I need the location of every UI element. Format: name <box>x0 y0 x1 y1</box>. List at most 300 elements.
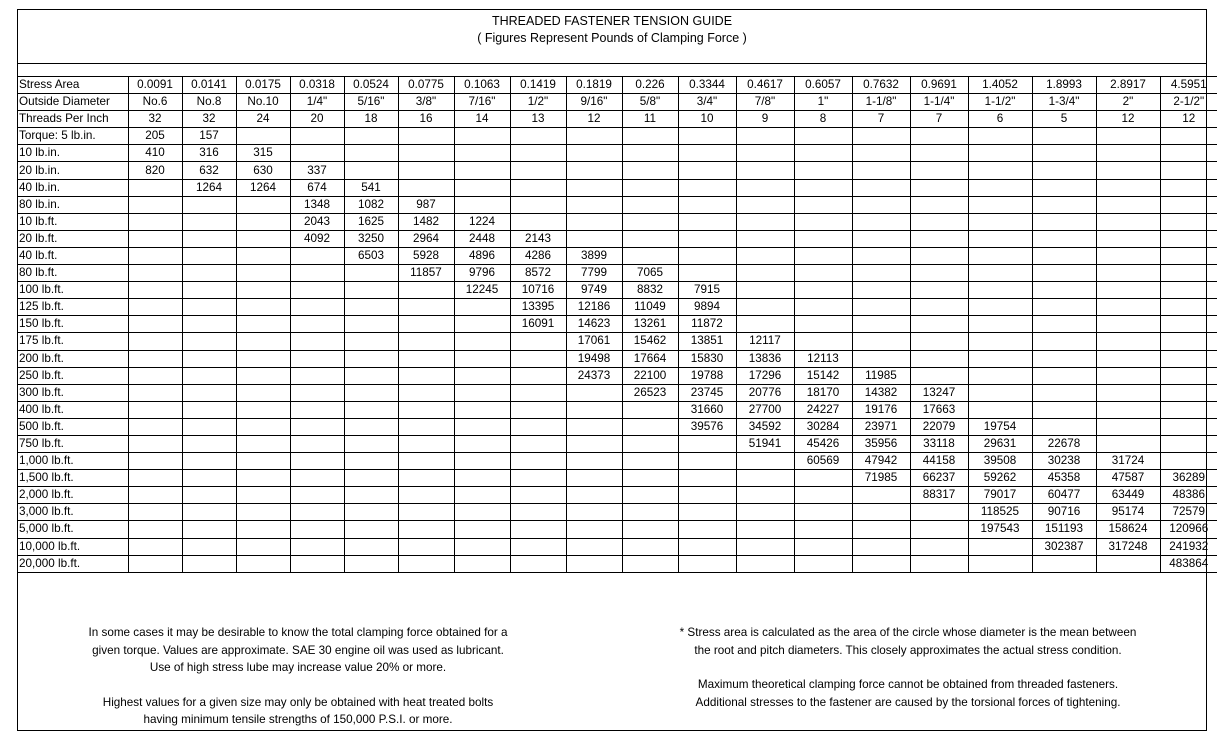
table-cell: 483864 <box>1160 555 1217 572</box>
table-cell <box>398 145 454 162</box>
table-cell <box>290 145 344 162</box>
table-cell: 317248 <box>1096 538 1160 555</box>
table-cell <box>1160 384 1217 401</box>
row-label: 400 lb.ft. <box>18 401 128 418</box>
table-cell: 3/8" <box>398 94 454 111</box>
table-cell <box>566 213 622 230</box>
table-cell <box>1032 128 1096 145</box>
notes-right-column <box>648 624 1168 728</box>
table-cell <box>622 213 678 230</box>
table-cell <box>454 384 510 401</box>
table-cell <box>968 555 1032 572</box>
table-cell: 6 <box>968 111 1032 128</box>
table-cell <box>344 401 398 418</box>
table-cell <box>182 213 236 230</box>
table-cell <box>794 299 852 316</box>
table-cell <box>290 504 344 521</box>
table-cell <box>1032 299 1096 316</box>
table-cell: 27700 <box>736 401 794 418</box>
table-cell: 7065 <box>622 265 678 282</box>
table-cell: 4.5951 <box>1160 77 1217 94</box>
table-cell <box>566 384 622 401</box>
table-cell <box>566 162 622 179</box>
table-cell: 1/2" <box>510 94 566 111</box>
table-cell <box>852 282 910 299</box>
table-cell: 632 <box>182 162 236 179</box>
table-cell <box>852 299 910 316</box>
table-cell: 9894 <box>678 299 736 316</box>
table-cell <box>910 350 968 367</box>
table-cell: 987 <box>398 196 454 213</box>
table-cell <box>128 247 182 264</box>
torque-row <box>18 521 1217 538</box>
table-cell <box>736 282 794 299</box>
table-cell <box>622 555 678 572</box>
table-cell: 14 <box>454 111 510 128</box>
table-cell: 30284 <box>794 418 852 435</box>
table-cell <box>236 333 290 350</box>
table-cell <box>510 504 566 521</box>
table-cell: 48386 <box>1160 487 1217 504</box>
table-cell <box>510 350 566 367</box>
table-cell <box>794 470 852 487</box>
torque-row <box>18 247 1217 264</box>
table-cell: 32 <box>128 111 182 128</box>
table-cell <box>910 213 968 230</box>
table-cell: 31724 <box>1096 453 1160 470</box>
table-cell <box>622 128 678 145</box>
table-cell: 1625 <box>344 213 398 230</box>
table-cell <box>678 470 736 487</box>
table-cell <box>566 521 622 538</box>
table-cell <box>454 538 510 555</box>
table-cell <box>182 435 236 452</box>
table-cell <box>182 555 236 572</box>
table-cell: 4092 <box>290 230 344 247</box>
table-cell <box>1160 247 1217 264</box>
table-cell: 45358 <box>1032 470 1096 487</box>
table-cell <box>290 453 344 470</box>
table-cell <box>290 418 344 435</box>
table-cell <box>1096 299 1160 316</box>
notes-left-column <box>38 624 558 746</box>
table-cell <box>622 418 678 435</box>
row-label: 20,000 lb.ft. <box>18 555 128 572</box>
table-cell: 24227 <box>794 401 852 418</box>
table-cell: 0.4617 <box>736 77 794 94</box>
table-cell <box>182 316 236 333</box>
table-cell <box>398 521 454 538</box>
row-label: Torque: 5 lb.in. <box>18 128 128 145</box>
table-cell <box>852 538 910 555</box>
row-label: 200 lb.ft. <box>18 350 128 367</box>
table-cell <box>236 418 290 435</box>
table-cell <box>510 521 566 538</box>
table-cell <box>678 453 736 470</box>
table-cell <box>182 487 236 504</box>
table-cell <box>398 470 454 487</box>
table-cell: 4286 <box>510 247 566 264</box>
table-cell: 1-1/8" <box>852 94 910 111</box>
table-cell: 71985 <box>852 470 910 487</box>
table-cell <box>398 179 454 196</box>
table-cell <box>236 401 290 418</box>
table-cell: No.8 <box>182 94 236 111</box>
note-line: In some cases it may be desirable to know the total clamping force obtained for a <box>88 626 508 639</box>
table-cell: 1.8993 <box>1032 77 1096 94</box>
table-cell <box>1160 213 1217 230</box>
torque-row <box>18 470 1217 487</box>
table-cell <box>236 128 290 145</box>
table-cell <box>510 401 566 418</box>
table-cell <box>454 350 510 367</box>
table-cell <box>794 538 852 555</box>
table-cell: 3899 <box>566 247 622 264</box>
table-cell <box>852 265 910 282</box>
table-cell <box>236 247 290 264</box>
table-cell <box>182 282 236 299</box>
table-cell <box>1032 418 1096 435</box>
table-cell <box>794 265 852 282</box>
table-cell <box>1160 435 1217 452</box>
table-cell <box>852 162 910 179</box>
table-cell <box>910 333 968 350</box>
table-cell: 0.1063 <box>454 77 510 94</box>
table-cell: 47942 <box>852 453 910 470</box>
table-cell: 16091 <box>510 316 566 333</box>
table-cell <box>398 367 454 384</box>
table-cell <box>852 504 910 521</box>
torque-row <box>18 384 1217 401</box>
table-cell <box>454 555 510 572</box>
table-cell <box>1160 162 1217 179</box>
table-cell <box>236 470 290 487</box>
table-cell <box>910 538 968 555</box>
table-cell <box>1096 384 1160 401</box>
table-cell <box>290 401 344 418</box>
table-cell <box>1032 162 1096 179</box>
table-cell: 9 <box>736 111 794 128</box>
table-cell <box>344 282 398 299</box>
table-cell <box>454 367 510 384</box>
table-cell: 15142 <box>794 367 852 384</box>
table-cell <box>736 504 794 521</box>
table-cell <box>128 350 182 367</box>
table-cell: 9796 <box>454 265 510 282</box>
table-cell: 7 <box>852 111 910 128</box>
torque-row <box>18 265 1217 282</box>
table-cell <box>736 213 794 230</box>
table-cell <box>794 487 852 504</box>
table-cell: 36289 <box>1160 470 1217 487</box>
table-cell <box>1032 196 1096 213</box>
row-label: Threads Per Inch <box>18 111 128 128</box>
table-cell <box>736 265 794 282</box>
table-cell: 2.8917 <box>1096 77 1160 94</box>
table-cell <box>128 196 182 213</box>
row-label: Stress Area <box>18 77 128 94</box>
table-cell <box>290 470 344 487</box>
table-cell <box>290 487 344 504</box>
table-cell <box>398 487 454 504</box>
table-cell: 197543 <box>968 521 1032 538</box>
table-cell <box>910 145 968 162</box>
table-cell <box>968 179 1032 196</box>
note-line: Maximum theoretical clamping force cannot be obtained from threaded fasteners. <box>697 678 1119 691</box>
table-cell <box>736 145 794 162</box>
table-cell <box>182 299 236 316</box>
table-cell <box>736 555 794 572</box>
table-cell <box>566 128 622 145</box>
table-cell <box>236 487 290 504</box>
note-line: having minimum tensile strengths of 150,000 P.S.I. or more. <box>143 713 453 726</box>
table-cell: 9749 <box>566 282 622 299</box>
table-cell <box>290 299 344 316</box>
table-cell <box>1160 230 1217 247</box>
torque-row <box>18 350 1217 367</box>
table-cell: 630 <box>236 162 290 179</box>
table-cell <box>398 401 454 418</box>
table-cell: 12113 <box>794 350 852 367</box>
table-cell <box>1160 265 1217 282</box>
table-cell <box>1032 213 1096 230</box>
table-cell <box>510 179 566 196</box>
table-cell <box>794 145 852 162</box>
table-cell <box>454 487 510 504</box>
table-cell: 60477 <box>1032 487 1096 504</box>
table-cell <box>794 179 852 196</box>
row-label: 10,000 lb.ft. <box>18 538 128 555</box>
table-cell <box>236 367 290 384</box>
table-cell: 17296 <box>736 367 794 384</box>
table-cell <box>344 538 398 555</box>
table-cell <box>678 265 736 282</box>
table-cell <box>566 196 622 213</box>
table-cell: 22079 <box>910 418 968 435</box>
table-cell: 3/4" <box>678 94 736 111</box>
table-cell <box>510 367 566 384</box>
table-cell <box>128 316 182 333</box>
table-cell <box>290 333 344 350</box>
table-cell <box>910 196 968 213</box>
table-cell <box>236 316 290 333</box>
table-cell <box>454 470 510 487</box>
table-cell <box>344 504 398 521</box>
table-cell: 7 <box>910 111 968 128</box>
table-cell: 6503 <box>344 247 398 264</box>
table-cell <box>910 316 968 333</box>
table-cell <box>566 470 622 487</box>
table-cell <box>622 179 678 196</box>
table-cell <box>1032 145 1096 162</box>
table-cell <box>622 453 678 470</box>
table-cell <box>236 521 290 538</box>
table-cell <box>1032 401 1096 418</box>
torque-row <box>18 213 1217 230</box>
table-cell: 118525 <box>968 504 1032 521</box>
table-cell <box>182 504 236 521</box>
table-cell: 0.0318 <box>290 77 344 94</box>
table-cell <box>344 333 398 350</box>
table-cell <box>398 299 454 316</box>
table-cell: 7/16" <box>454 94 510 111</box>
table-cell: 315 <box>236 145 290 162</box>
row-label: 2,000 lb.ft. <box>18 487 128 504</box>
table-cell <box>128 435 182 452</box>
table-cell <box>236 453 290 470</box>
table-cell <box>128 299 182 316</box>
note-line: the root and pitch diameters. This closely approximates the actual stress condition. <box>694 643 1122 657</box>
table-cell <box>968 196 1032 213</box>
table-cell <box>566 418 622 435</box>
torque-row <box>18 504 1217 521</box>
table-cell <box>968 316 1032 333</box>
table-cell <box>236 555 290 572</box>
table-cell: 8572 <box>510 265 566 282</box>
table-cell <box>290 367 344 384</box>
table-cell: 0.226 <box>622 77 678 94</box>
table-cell: 8832 <box>622 282 678 299</box>
table-cell <box>290 316 344 333</box>
table-cell <box>1096 179 1160 196</box>
table-cell <box>510 555 566 572</box>
table-cell <box>736 487 794 504</box>
table-cell: 19176 <box>852 401 910 418</box>
table-cell: 1-1/4" <box>910 94 968 111</box>
table-cell: 20776 <box>736 384 794 401</box>
table-cell <box>794 230 852 247</box>
torque-row <box>18 316 1217 333</box>
table-cell: 12117 <box>736 333 794 350</box>
table-cell <box>344 384 398 401</box>
table-cell <box>910 282 968 299</box>
table-cell: 0.0141 <box>182 77 236 94</box>
table-cell <box>678 555 736 572</box>
table-cell: 1482 <box>398 213 454 230</box>
table-cell <box>398 538 454 555</box>
table-cell <box>454 162 510 179</box>
torque-row <box>18 401 1217 418</box>
table-cell <box>1032 179 1096 196</box>
table-cell <box>736 538 794 555</box>
table-cell: 5/8" <box>622 94 678 111</box>
table-cell <box>678 247 736 264</box>
table-cell <box>182 384 236 401</box>
table-cell <box>236 282 290 299</box>
table-cell <box>622 247 678 264</box>
table-cell <box>622 435 678 452</box>
table-cell <box>566 401 622 418</box>
table-cell <box>1160 401 1217 418</box>
table-cell <box>852 196 910 213</box>
table-cell: 17061 <box>566 333 622 350</box>
table-cell <box>910 504 968 521</box>
table-cell <box>128 367 182 384</box>
table-cell <box>678 487 736 504</box>
note-line: given torque. Values are approximate. SAE 30 engine oil was used as lubricant. <box>92 643 504 657</box>
table-cell <box>566 538 622 555</box>
table-cell <box>794 316 852 333</box>
table-cell <box>852 213 910 230</box>
table-cell <box>1096 230 1160 247</box>
table-cell <box>454 418 510 435</box>
table-cell: 5/16" <box>344 94 398 111</box>
table-cell: 23971 <box>852 418 910 435</box>
torque-row <box>18 555 1217 572</box>
table-cell: 95174 <box>1096 504 1160 521</box>
table-cell <box>290 247 344 264</box>
row-label: 1,000 lb.ft. <box>18 453 128 470</box>
table-cell <box>968 247 1032 264</box>
table-cell <box>1096 401 1160 418</box>
table-cell <box>910 265 968 282</box>
table-cell <box>1096 247 1160 264</box>
table-cell: 0.3344 <box>678 77 736 94</box>
table-cell <box>968 538 1032 555</box>
table-cell: 9/16" <box>566 94 622 111</box>
table-cell <box>1032 230 1096 247</box>
table-cell <box>344 418 398 435</box>
table-cell: 18 <box>344 111 398 128</box>
row-label: 100 lb.ft. <box>18 282 128 299</box>
table-cell <box>454 128 510 145</box>
table-cell: 0.1419 <box>510 77 566 94</box>
table-cell <box>454 333 510 350</box>
table-cell <box>454 453 510 470</box>
table-cell <box>678 145 736 162</box>
torque-row <box>18 179 1217 196</box>
table-cell <box>182 247 236 264</box>
table-cell <box>1096 367 1160 384</box>
torque-row <box>18 196 1217 213</box>
header-row <box>18 111 1217 128</box>
table-cell <box>794 128 852 145</box>
table-cell <box>182 521 236 538</box>
table-cell <box>236 196 290 213</box>
table-cell <box>566 487 622 504</box>
table-cell <box>1096 333 1160 350</box>
table-cell <box>566 504 622 521</box>
table-cell <box>794 162 852 179</box>
table-cell: 26523 <box>622 384 678 401</box>
table-cell: 2964 <box>398 230 454 247</box>
note-line: * Stress area is calculated as the area of the circle whose diameter is the mean between <box>679 626 1137 639</box>
table-cell <box>736 196 794 213</box>
table-cell: 30238 <box>1032 453 1096 470</box>
table-cell: 120966 <box>1160 521 1217 538</box>
table-cell <box>398 453 454 470</box>
table-cell <box>344 470 398 487</box>
table-cell: 24 <box>236 111 290 128</box>
table-cell: 4896 <box>454 247 510 264</box>
table-cell <box>344 435 398 452</box>
torque-row <box>18 538 1217 555</box>
table-cell <box>454 521 510 538</box>
note-line: Use of high stress lube may increase value 20% or more. <box>149 661 447 674</box>
table-cell <box>794 521 852 538</box>
table-cell <box>344 299 398 316</box>
table-cell <box>182 367 236 384</box>
table-cell: 7915 <box>678 282 736 299</box>
table-cell <box>968 384 1032 401</box>
table-cell <box>910 247 968 264</box>
table-cell <box>510 453 566 470</box>
row-label: 80 lb.in. <box>18 196 128 213</box>
table-cell: 19754 <box>968 418 1032 435</box>
row-label: 750 lb.ft. <box>18 435 128 452</box>
table-cell <box>910 128 968 145</box>
table-cell: 33118 <box>910 435 968 452</box>
